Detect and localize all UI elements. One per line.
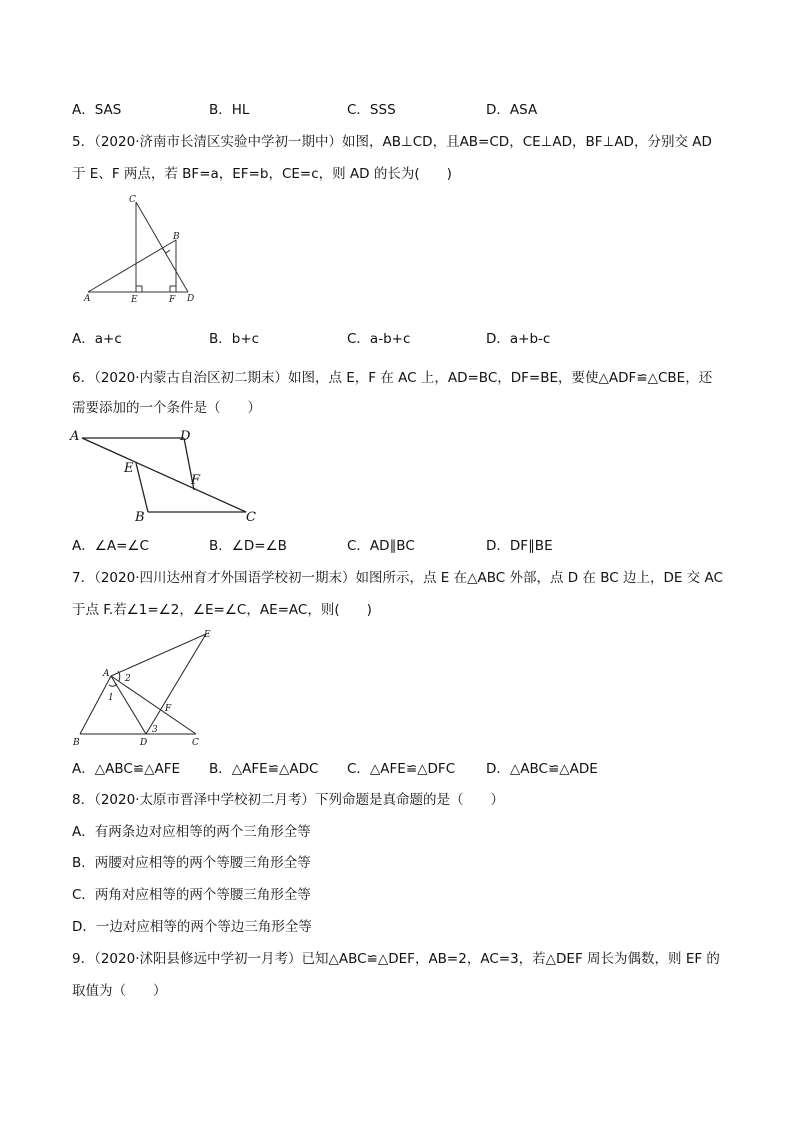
q5-right-angle-e: [136, 286, 142, 292]
q5-option-c: C．a-b+c: [347, 331, 411, 347]
q7-option-b: B．△AFE≌△ADC: [209, 761, 319, 777]
q6-label-f: F: [191, 473, 201, 488]
q8-option-b: B．两腰对应相等的两个等腰三角形全等: [72, 855, 311, 871]
q7-stem-line2: 于点 F.若∠1=∠2，∠E=∠C，AE=AC，则( ): [72, 602, 372, 618]
q7-label-c: C: [192, 738, 199, 748]
q7-label-f: F: [165, 704, 172, 714]
q6-label-e: E: [124, 461, 134, 476]
q7-label-a: A: [103, 669, 110, 679]
q6-stem-line2: 需要添加的一个条件是（ ）: [72, 400, 261, 416]
q6-option-a: A．∠A=∠C: [72, 538, 149, 554]
q7-option-a: A．△ABC≌△AFE: [72, 761, 181, 777]
q5-figure: [80, 190, 210, 306]
q7-label-b: B: [73, 738, 80, 748]
q4-option-d: D．ASA: [486, 102, 538, 118]
q7-label-e: E: [204, 630, 211, 640]
q5-stem-line2: 于 E、F 两点，若 BF=a，EF=b，CE=c，则 AD 的长为( ): [72, 166, 452, 182]
q5-label-f: F: [169, 295, 176, 305]
q7-option-d: D．△ABC≌△ADE: [486, 761, 598, 777]
q9-stem-line2: 取值为（ ）: [72, 983, 167, 999]
q5-option-d: D．a+b-c: [486, 331, 551, 347]
q6-label-b: B: [135, 510, 145, 525]
q6-line-eb: [136, 463, 148, 512]
q5-right-angle-f: [170, 286, 176, 292]
q6-figure: [66, 424, 266, 528]
q5-label-e: E: [131, 295, 138, 305]
q8-option-a: A．有两条边对应相等的两个三角形全等: [72, 824, 311, 840]
q5-line-cd: [136, 202, 188, 292]
q5-label-d: D: [187, 294, 195, 304]
q6-option-d: D．DF∥BE: [486, 538, 553, 554]
q6-label-a: A: [70, 429, 80, 444]
q5-label-a: A: [84, 294, 91, 304]
q8-stem: 8．（2020·太原市晋泽中学校初二月考）下列命题是真命题的是（ ）: [72, 792, 504, 808]
q4-option-a: A．SAS: [72, 102, 122, 118]
q5-label-c: C: [129, 195, 136, 205]
q7-label-3: 3: [152, 725, 158, 735]
q8-option-d: D．一边对应相等的两个等边三角形全等: [72, 919, 312, 935]
q6-label-c: C: [246, 510, 256, 525]
q7-figure: [66, 626, 226, 748]
q7-line-ab: [80, 676, 111, 734]
q4-option-b: B．HL: [209, 102, 250, 118]
q7-label-1: 1: [108, 693, 114, 703]
q5-label-b: B: [173, 232, 180, 242]
q6-option-c: C．AD∥BC: [347, 538, 415, 554]
q8-option-c: C．两角对应相等的两个等腰三角形全等: [72, 887, 311, 903]
q5-stem-line1: 5．（2020·济南市长清区实验中学初一期中）如图，AB⊥CD，且AB=CD，CE⊥AD，BF⊥AD，分别交 AD: [72, 134, 712, 150]
q5-option-a: A．a+c: [72, 331, 122, 347]
q4-option-c: C．SSS: [347, 102, 396, 118]
q7-stem-line1: 7．（2020·四川达州育才外国语学校初一期末）如图所示，点 E 在△ABC 外部，点 D 在 BC 边上，DE 交 AC: [72, 570, 723, 586]
q6-option-b: B．∠D=∠B: [209, 538, 287, 554]
q7-label-d: D: [140, 738, 148, 748]
q6-label-d: D: [180, 429, 191, 444]
q5-right-angle-b: [162, 248, 170, 253]
q7-option-c: C．△AFE≌△DFC: [347, 761, 456, 777]
q6-stem-line1: 6．（2020·内蒙古自治区初二期末）如图，点 E，F 在 AC 上，AD=BC，DF=BE，要使△ADF≌△CBE，还: [72, 370, 713, 386]
q5-line-ab: [88, 240, 176, 292]
q9-stem-line1: 9．（2020·沭阳县修远中学初一月考）已知△ABC≌△DEF，AB=2，AC=3，若△DEF 周长为偶数，则 EF 的: [72, 951, 720, 967]
q5-option-b: B．b+c: [209, 331, 260, 347]
q7-line-ae: [111, 634, 206, 676]
q7-label-2: 2: [125, 674, 131, 684]
q6-line-ac: [82, 438, 246, 512]
q7-line-de: [146, 634, 206, 734]
